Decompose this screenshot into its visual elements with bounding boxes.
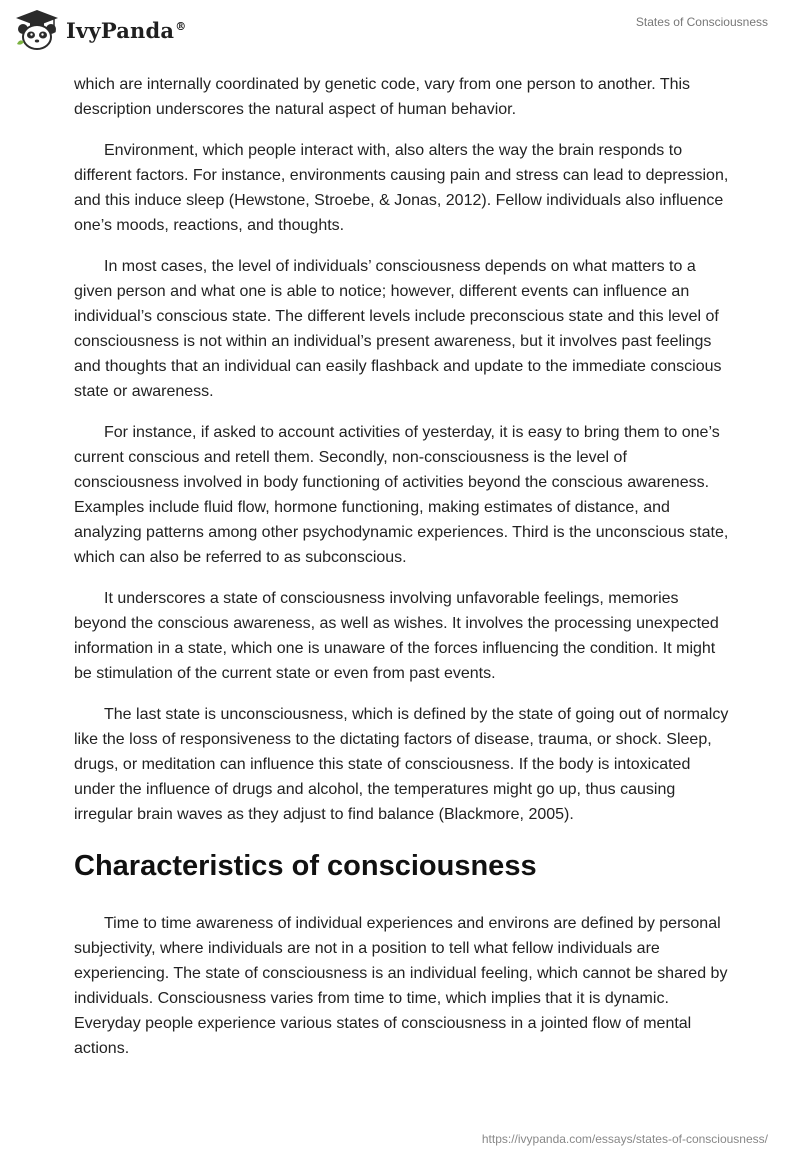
paragraph: which are internally coordinated by genetic code, vary from one person to another. This description underscores the natural aspect of human behavior. bbox=[74, 76, 691, 118]
document-title: States of Consciousness bbox=[635, 15, 768, 29]
paragraph: For instance, if asked to account activities of yesterday, it is easy to bring them to one’s current conscious and retell them. Secondly, non-consciousness is the level of consciousness involved in body functioning of activities beyond the conscious awareness. Examples include fluid flow, hormone functioning, making estimates of distance, and analyzing patterns among other psychodynamic experiences. Third is the unconscious state, which can also be referred to as subconscious. bbox=[74, 424, 729, 566]
paragraph: Environment, which people interact with, also alters the way the brain responds to different factors. For instance, environments causing pain and stress can lead to depression, and this induce sleep (Hewstone, Stroebe, & Jonas, 2012). Fellow individuals also influence one’s moods, reactions, and thoughts. bbox=[74, 142, 729, 234]
page-header bbox=[0, 0, 800, 60]
section-heading: Characteristics of consciousness bbox=[74, 850, 537, 882]
brand-name: IvyPanda® bbox=[66, 17, 187, 43]
essay-content bbox=[74, 72, 734, 1077]
paragraph: In most cases, the level of individuals’ consciousness depends on what matters to a given person and what one is able to notice; however, different events can influence an individual’s conscious state. The different levels include preconscious state and this level of consciousness is not within an individual’s present awareness, but it involves past feelings and thoughts that an individual can easily flashback and update to the immediate conscious state or awareness. bbox=[74, 258, 722, 400]
paragraph: It underscores a state of consciousness involving unfavorable feelings, memories beyond the conscious awareness, as well as wishes. It involves the processing unexpected information in a state, which one is unaware of the forces influencing the condition. It might be stimulation of the current state or even from past events. bbox=[74, 590, 719, 682]
panda-graduate-icon bbox=[14, 8, 60, 52]
paragraph: The last state is unconsciousness, which is defined by the state of going out of normalcy like the loss of responsiveness to the dictating factors of disease, trauma, or shock. Sleep, drugs, or meditation can influence this state of consciousness. If the body is intoxicated under the influence of drugs and alcohol, the temperatures might go up, thus causing irregular brain waves as they adjust to find balance (Blackmore, 2005). bbox=[74, 706, 729, 823]
source-url[interactable]: https://ivypanda.com/essays/states-of-consciousness/ bbox=[481, 1132, 768, 1146]
paragraph: Time to time awareness of individual experiences and environs are defined by personal subjectivity, where individuals are not in a position to tell what fellow individuals are experiencing. The state of consciousness is an individual feeling, which cannot be shared by individuals. Consciousness varies from time to time, which implies that it is dynamic. Everyday people experience various states of consciousness in a jointed flow of mental actions. bbox=[74, 915, 728, 1057]
ivypanda-logo[interactable] bbox=[14, 8, 186, 52]
